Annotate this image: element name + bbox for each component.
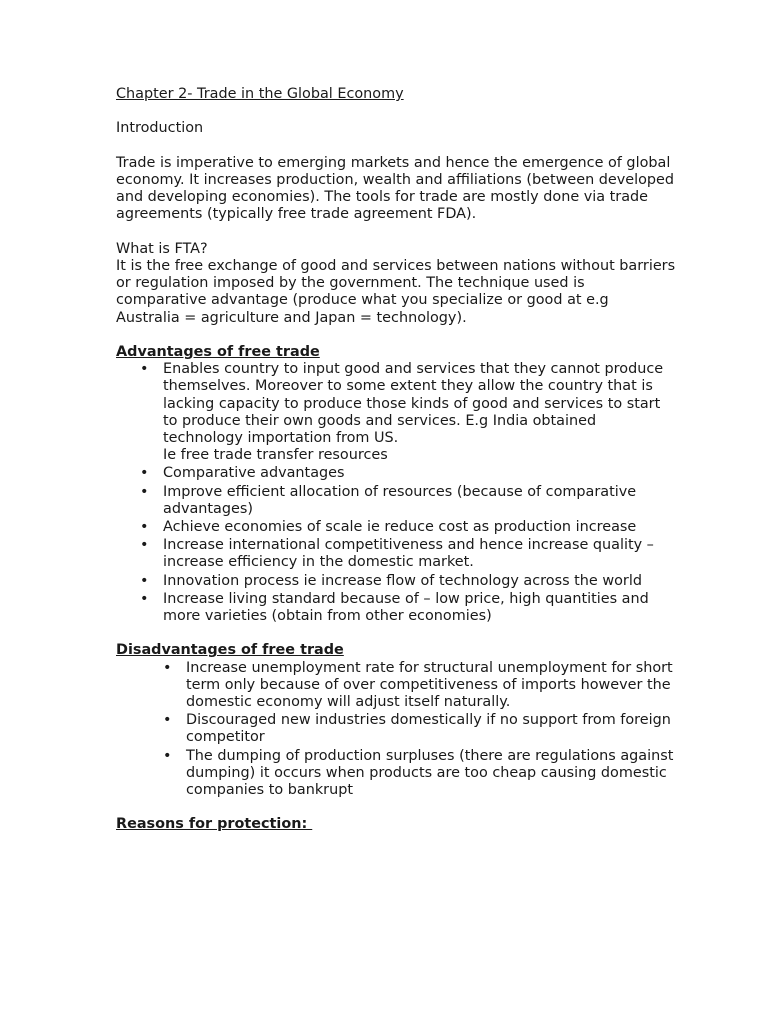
disadvantages-list <box>116 660 676 800</box>
introduction-paragraph: Trade is imperative to emerging markets and hence the emergence of global economy. It increases production, wealth and affiliations (between developed and developing economies). The tools for trade are mostly done via trade agreements (typically free trade agreement FDA). <box>116 154 675 223</box>
list-item-text: • Enables country to input good and services that they cannot produce themselves. Moreover to some extent they allow the country that is lacking capacity to produce those kinds of good and services to start to produce their own goods and services. E.g India obtained technology importation from US. <box>163 361 664 446</box>
list-item: • Improve efficient allocation of resources (because of comparative advantages) <box>116 484 676 518</box>
protection-heading: Reasons for protection: <box>116 816 313 833</box>
list-item: • The dumping of production surpluses (there are regulations against dumping) it occurs when products are too cheap causing domestic companies to bankrupt <box>116 748 676 800</box>
list-item: • Increase unemployment rate for structural unemployment for short term only because of over competitiveness of imports however the domestic economy will adjust itself naturally. <box>116 660 676 712</box>
fta-question: What is FTA? <box>116 240 208 257</box>
list-item: • Increase living standard because of – low price, high quantities and more varieties (obtain from other economies) <box>116 591 676 625</box>
list-item-text: Ie free trade transfer resources <box>163 447 388 464</box>
disadvantages-heading: Disadvantages of free trade <box>116 642 344 659</box>
chapter-title: Chapter 2- Trade in the Global Economy <box>116 86 404 102</box>
fta-paragraph: It is the free exchange of good and services between nations without barriers or regulation imposed by the government. The technique used is comparative advantage (produce what you specialize or good at e.g Australia = agriculture and Japan = technology). <box>116 257 676 326</box>
advantages-list <box>116 361 676 625</box>
list-item: • Discouraged new industries domestically if no support from foreign competitor <box>116 712 676 746</box>
introduction-heading: Introduction <box>116 120 204 137</box>
list-item <box>116 361 676 464</box>
list-item: • Comparative advantages <box>116 465 676 482</box>
document-page <box>116 86 676 834</box>
list-item: • Achieve economies of scale ie reduce cost as production increase <box>116 519 676 536</box>
list-item: • Increase international competitiveness and hence increase quality – increase efficiency in the domestic market. <box>116 537 676 571</box>
advantages-heading: Advantages of free trade <box>116 343 320 360</box>
list-item: • Innovation process ie increase flow of technology across the world <box>116 573 676 590</box>
